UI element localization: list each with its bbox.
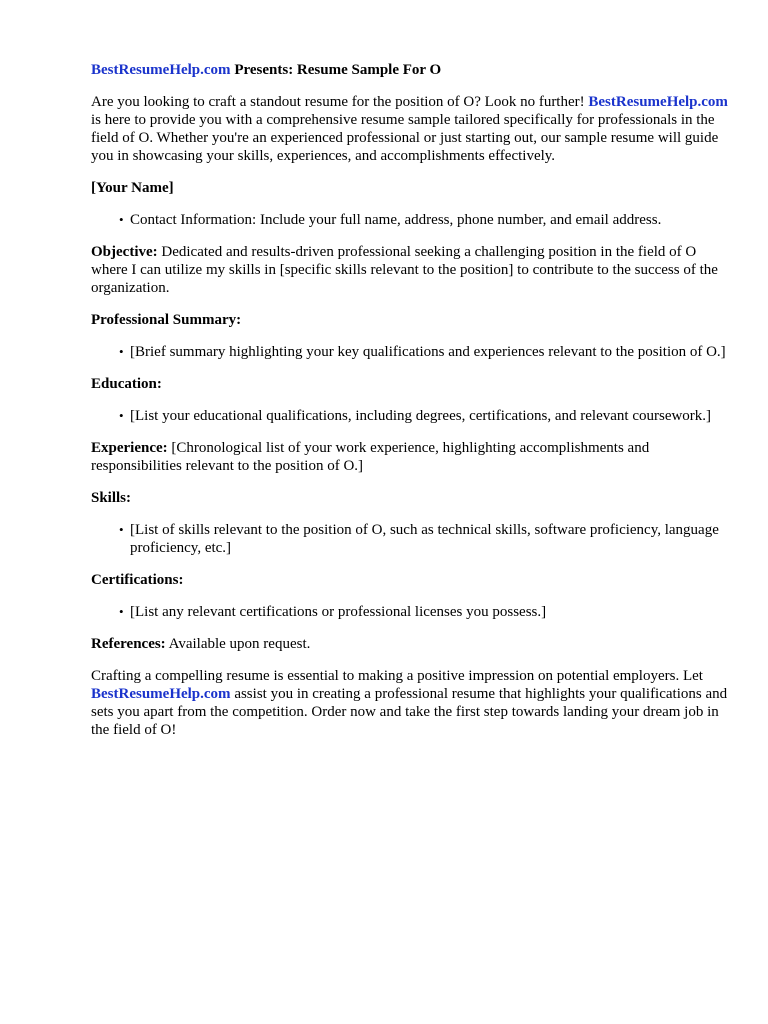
list-item — [91, 343, 731, 361]
education-item-text: [List your educational qualifications, including degrees, certifications, and relevant coursework.] — [130, 408, 712, 424]
certifications-heading: Certifications: — [91, 572, 184, 588]
list-item — [91, 211, 731, 229]
bullet-icon: • — [119, 408, 124, 423]
intro-paragraph — [91, 93, 731, 165]
summary-item-text: [Brief summary highlighting your key qualifications and experiences relevant to the position of O.] — [130, 344, 726, 360]
list-item — [91, 521, 731, 557]
document-content — [91, 61, 731, 753]
certifications-item-text: [List any relevant certifications or professional licenses you possess.] — [130, 604, 547, 620]
bullet-icon: • — [119, 604, 124, 619]
contact-item-text: Contact Information: Include your full name, address, phone number, and email address. — [130, 212, 662, 228]
references-text: Available upon request. — [165, 636, 311, 652]
skills-list — [91, 521, 731, 557]
page-title — [91, 61, 731, 79]
experience-paragraph — [91, 439, 731, 475]
intro-text-end: is here to provide you with a comprehensive resume sample tailored specifically for professionals in the field of O. Whether you're an experienced professional or just starting out, our sample resume will guide you in showcasing your skills, experiences, and accomplishments effectively. — [91, 112, 719, 164]
list-item — [91, 407, 731, 425]
skills-item-text: [List of skills relevant to the position of O, such as technical skills, software proficiency, language proficiency, etc.] — [130, 522, 719, 556]
name-heading: [Your Name] — [91, 180, 174, 196]
closing-text-end: assist you in creating a professional resume that highlights your qualifications and sets you apart from the competition. Order now and take the first step towards landing your dream job in the field of O! — [91, 686, 728, 738]
title-text: Presents: Resume Sample For O — [230, 62, 442, 78]
references-paragraph — [91, 635, 731, 653]
certifications-list — [91, 603, 731, 621]
skills-heading: Skills: — [91, 490, 132, 506]
site-link[interactable]: BestResumeHelp.com — [91, 62, 231, 78]
objective-text: Dedicated and results-driven professional seeking a challenging position in the field of O where I can utilize my skills in [specific skills relevant to the position] to contribute to the success of the organization. — [91, 244, 718, 296]
objective-label: Objective: — [91, 244, 158, 260]
intro-text-start: Are you looking to craft a standout resume for the position of O? Look no further! — [91, 94, 589, 110]
contact-list — [91, 211, 731, 229]
summary-list — [91, 343, 731, 361]
bullet-icon: • — [119, 212, 124, 227]
closing-paragraph — [91, 667, 731, 739]
objective-paragraph — [91, 243, 731, 297]
bullet-icon: • — [119, 522, 124, 537]
site-link[interactable]: BestResumeHelp.com — [588, 94, 728, 110]
experience-label: Experience: — [91, 440, 168, 456]
site-link[interactable]: BestResumeHelp.com — [91, 686, 231, 702]
summary-heading: Professional Summary: — [91, 312, 242, 328]
education-list — [91, 407, 731, 425]
bullet-icon: • — [119, 344, 124, 359]
closing-text-start: Crafting a compelling resume is essential to making a positive impression on potential employers. Let — [91, 668, 703, 684]
experience-text: [Chronological list of your work experience, highlighting accomplishments and responsibilities relevant to the position of O.] — [91, 440, 650, 474]
references-label: References: — [91, 636, 166, 652]
list-item — [91, 603, 731, 621]
education-heading: Education: — [91, 376, 162, 392]
